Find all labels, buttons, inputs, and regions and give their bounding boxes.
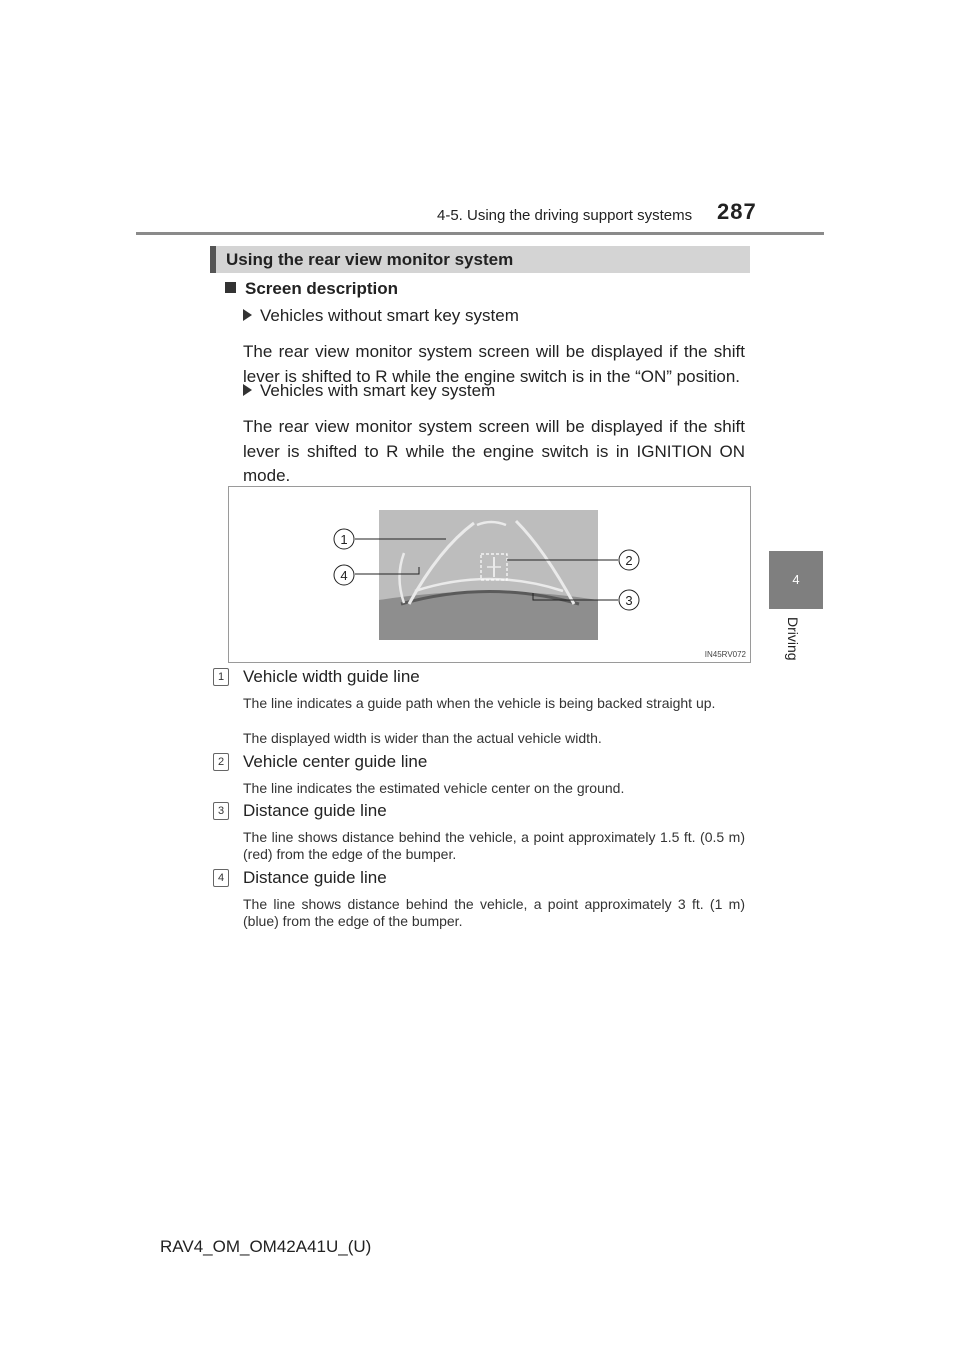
subheading: [225, 279, 398, 299]
item-title: Vehicle center guide line: [243, 752, 428, 771]
section-heading-bar: [210, 246, 750, 273]
chapter-tab: [769, 551, 823, 609]
callout-1-label: 1: [340, 532, 348, 547]
item-number-badge: 1: [213, 668, 229, 686]
subheading-text: Screen description: [245, 279, 399, 298]
chapter-number: 4: [792, 572, 800, 587]
rear-view-monitor-figure: [228, 486, 751, 663]
section-heading: Using the rear view monitor system: [226, 250, 514, 269]
variant-paragraph: The rear view monitor system screen will be displayed if the shift lever is shifted to R while the engine switch is in the “ON” position.: [243, 342, 745, 386]
header-rule: [136, 232, 824, 235]
running-header: 4-5. Using the driving support systems: [437, 207, 693, 224]
document-code-footer: RAV4_OM_OM42A41U_(U): [160, 1237, 372, 1256]
callout-2: [619, 550, 639, 570]
square-bullet-icon: [225, 282, 236, 293]
triangle-bullet-icon: [243, 309, 252, 321]
variant-paragraph: The rear view monitor system screen will be displayed if the shift lever is shifted to R while the engine switch is in IGNITION ON mode.: [243, 417, 745, 485]
section-heading-stripe: [210, 246, 216, 273]
item-number-badge: 3: [213, 802, 229, 820]
monitor-screen-illustration: [229, 487, 750, 662]
item-description: The line shows distance behind the vehicle, a point approximately 3 ft. (1 m) (blue) from the edge of the bumper.: [243, 896, 745, 929]
variant-label: [243, 306, 519, 326]
variant-label: [243, 381, 495, 401]
triangle-bullet-icon: [243, 384, 252, 396]
item-description: The displayed width is wider than the actual vehicle width.: [243, 730, 602, 746]
variant-label-text: Vehicles without smart key system: [260, 306, 519, 325]
page-number: 287: [717, 199, 757, 224]
item-description: The line indicates a guide path when the vehicle is being backed straight up.: [243, 695, 716, 711]
item-title: Distance guide line: [243, 868, 387, 887]
variant-label-text: Vehicles with smart key system: [260, 381, 496, 400]
callout-3-label: 3: [625, 593, 633, 608]
callout-4-label: 4: [340, 568, 348, 583]
callout-3: [619, 590, 639, 610]
bumper-area: [379, 600, 598, 640]
callout-4: [334, 565, 354, 585]
item-title: Vehicle width guide line: [243, 667, 420, 686]
figure-code: IN45RV072: [704, 650, 746, 659]
item-number-badge: 4: [213, 869, 229, 887]
chapter-label-tab: [769, 609, 823, 669]
item-description: The line shows distance behind the vehicle, a point approximately 1.5 ft. (0.5 m) (red) from the edge of the bumper.: [243, 829, 745, 862]
chapter-label: Driving: [785, 617, 801, 661]
item-number-badge: 2: [213, 753, 229, 771]
callout-1: [334, 529, 354, 549]
callout-2-label: 2: [625, 553, 633, 568]
item-title: Distance guide line: [243, 801, 387, 820]
item-description: The line indicates the estimated vehicle center on the ground.: [243, 780, 625, 796]
